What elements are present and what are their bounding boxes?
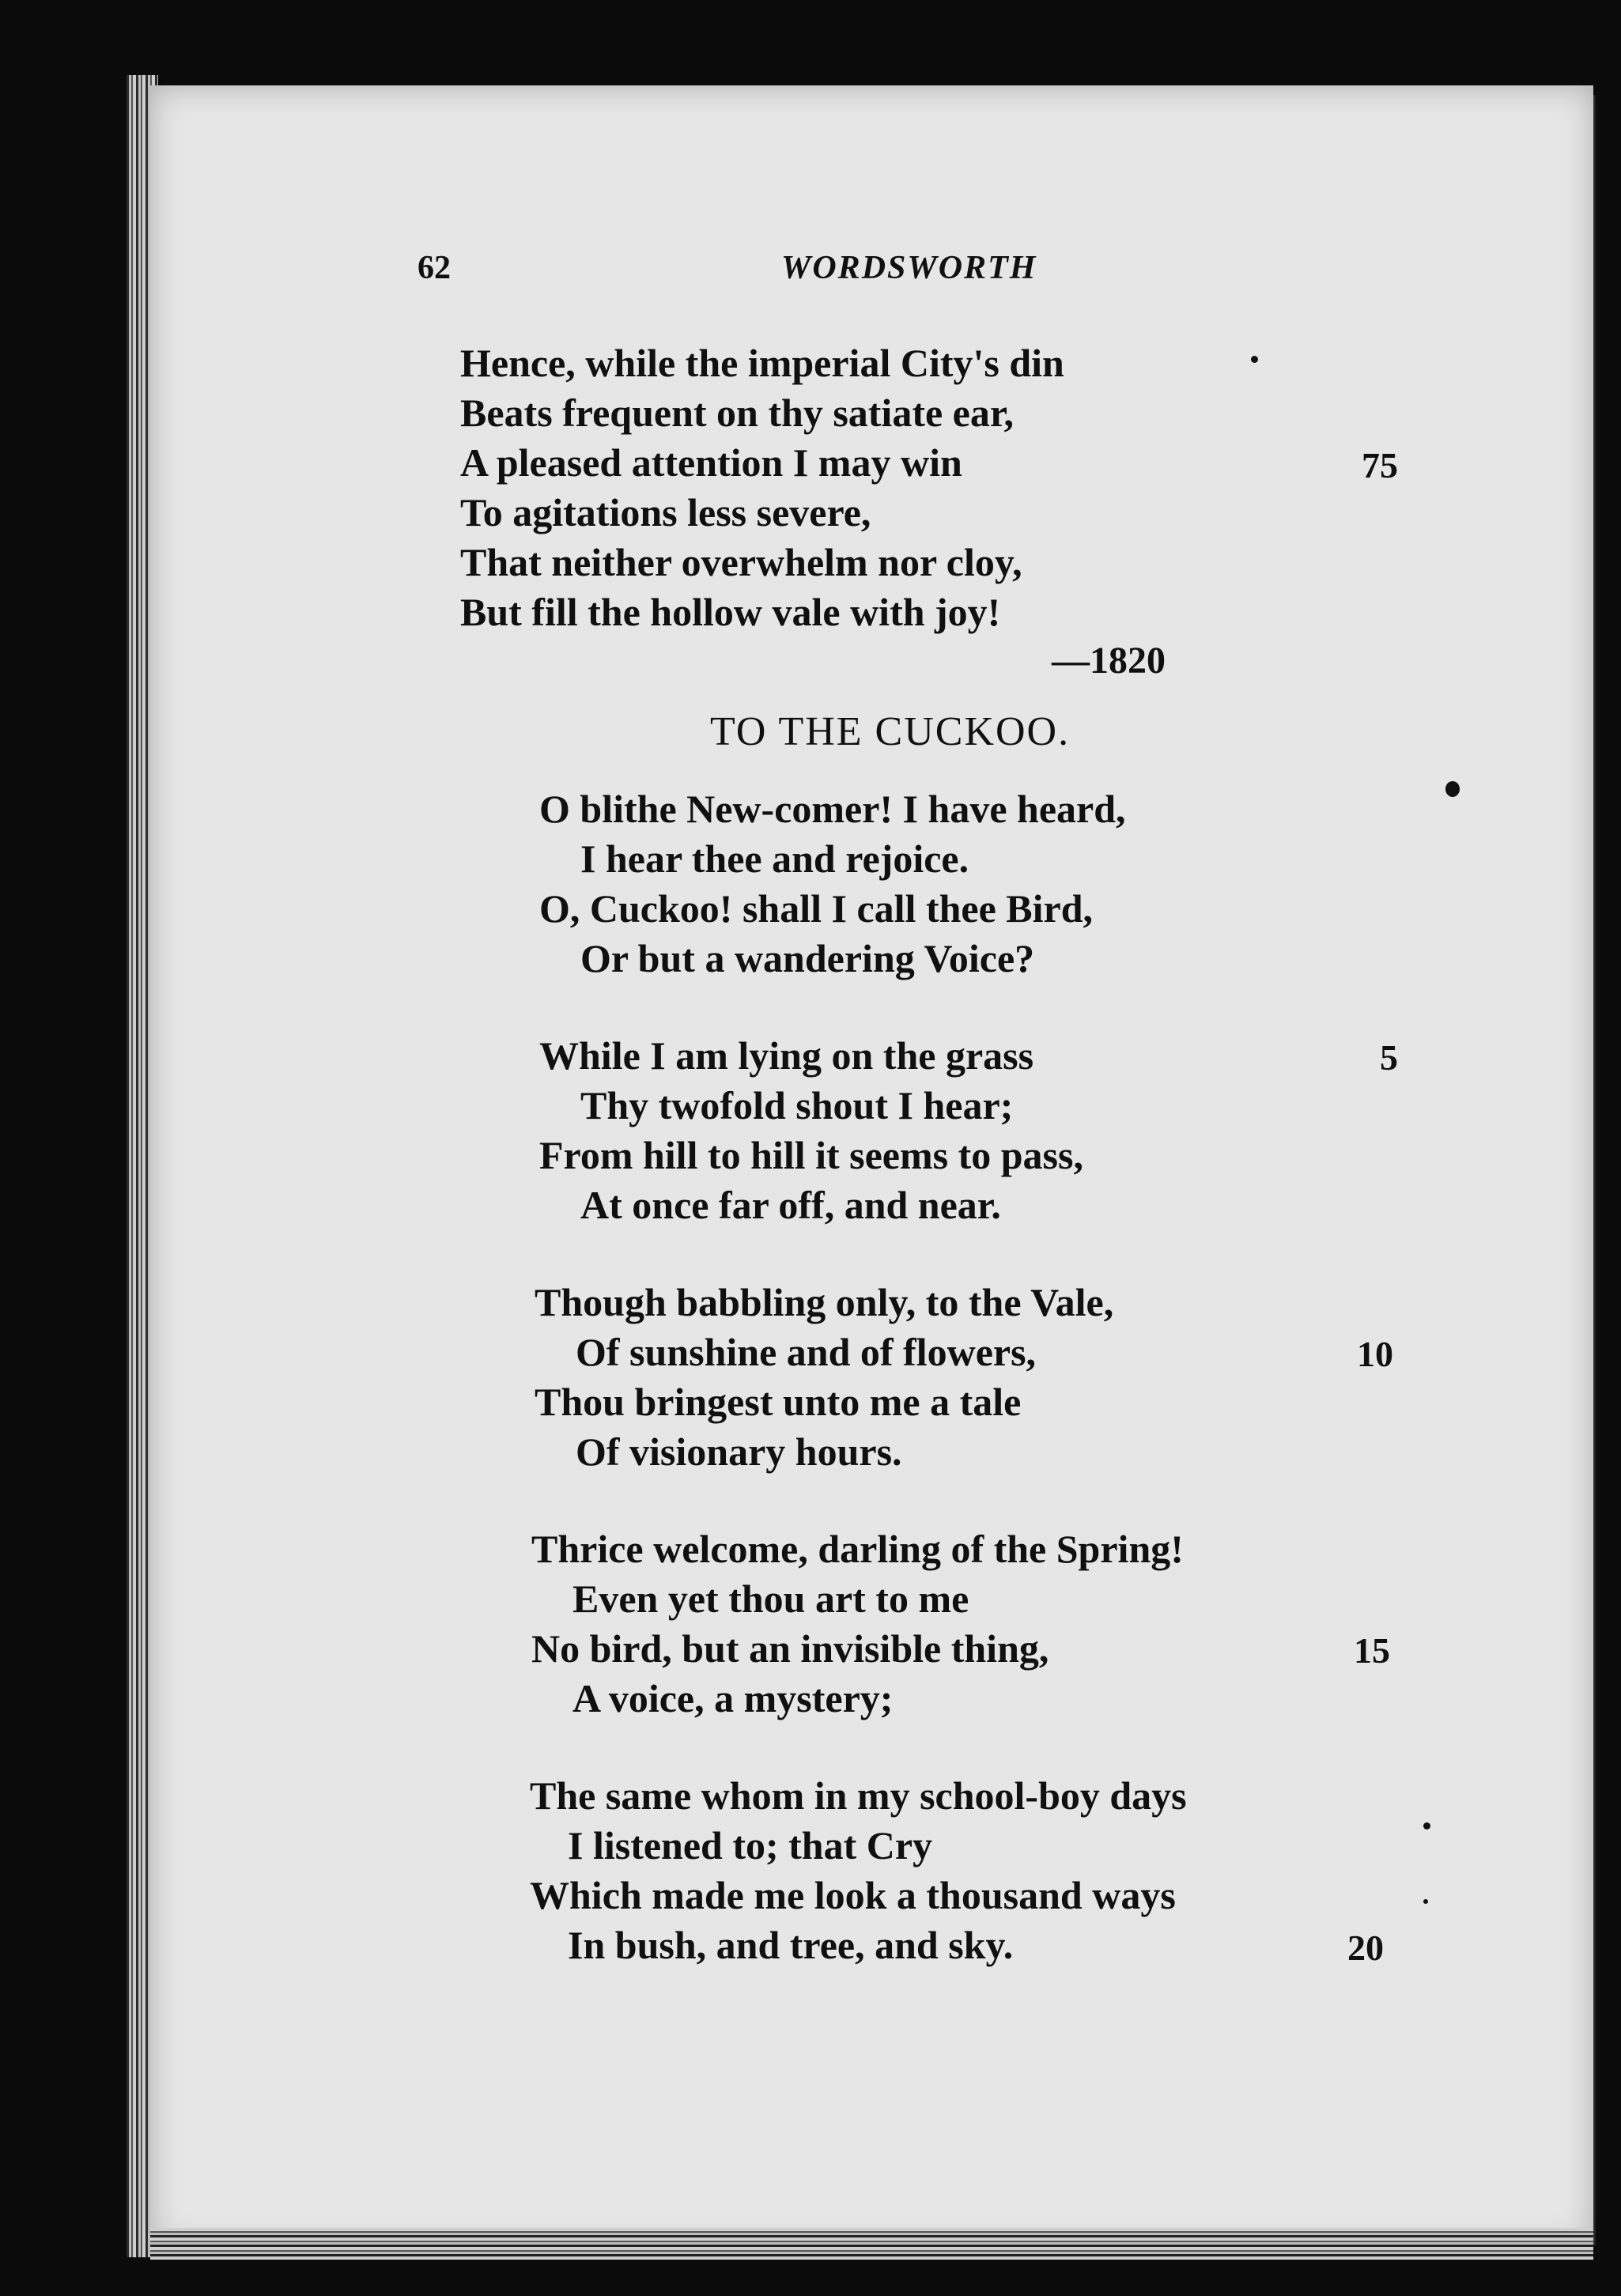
poem-title: TO THE CUCKOO. — [710, 709, 1071, 754]
verse-line: Beats frequent on thy satiate ear, — [460, 391, 1014, 435]
verse-line: In bush, and tree, and sky. — [568, 1923, 1014, 1967]
verse-line: A pleased attention I may win — [460, 440, 962, 485]
page-edge-bottom — [150, 2228, 1593, 2260]
verse-line: Or but a wandering Voice? — [580, 936, 1035, 980]
verse-line: To agitations less severe, — [460, 490, 871, 534]
verse-line: From hill to hill it seems to pass, — [539, 1133, 1083, 1177]
verse-line: Thou bringest unto me a tale — [535, 1380, 1022, 1424]
scan-speck — [1251, 356, 1258, 363]
scan-speck — [1423, 1899, 1428, 1904]
verse-line: Even yet thou art to me — [572, 1577, 969, 1621]
scan-speck — [1445, 781, 1460, 797]
verse-line: O blithe New-comer! I have heard, — [539, 787, 1126, 831]
line-number: 15 — [1354, 1630, 1390, 1671]
verse-line: Thy twofold shout I hear; — [580, 1083, 1014, 1127]
verse-line: Which made me look a thousand ways — [530, 1873, 1176, 1917]
verse-line: The same whom in my school-boy days — [530, 1773, 1187, 1818]
verse-line: Thrice welcome, darling of the Spring! — [531, 1527, 1184, 1571]
running-title: WORDSWORTH — [781, 250, 1037, 286]
line-number: 5 — [1380, 1037, 1398, 1078]
line-number: 75 — [1362, 445, 1398, 485]
page-number: 62 — [418, 250, 451, 286]
line-number: 20 — [1347, 1928, 1384, 1968]
verse-line: Though babbling only, to the Vale, — [535, 1280, 1114, 1324]
verse-line: No bird, but an invisible thing, — [531, 1626, 1049, 1671]
verse-line: Hence, while the imperial City's din — [460, 341, 1064, 385]
line-number: 10 — [1357, 1334, 1393, 1374]
verse-line: O, Cuckoo! shall I call thee Bird, — [539, 886, 1094, 931]
verse-line: That neither overwhelm nor cloy, — [460, 540, 1022, 584]
composition-date: —1820 — [1052, 640, 1166, 682]
verse-line: But fill the hollow vale with joy! — [460, 590, 1001, 634]
scan-speck — [1423, 1822, 1430, 1830]
verse-line: Of sunshine and of flowers, — [576, 1330, 1037, 1374]
verse-line: I listened to; that Cry — [568, 1823, 933, 1867]
verse-line: I hear thee and rejoice. — [580, 836, 969, 881]
verse-line: Of visionary hours. — [576, 1429, 902, 1474]
verse-line: A voice, a mystery; — [572, 1676, 894, 1720]
verse-line: At once far off, and near. — [580, 1183, 1001, 1227]
verse-line: While I am lying on the grass — [539, 1033, 1034, 1078]
